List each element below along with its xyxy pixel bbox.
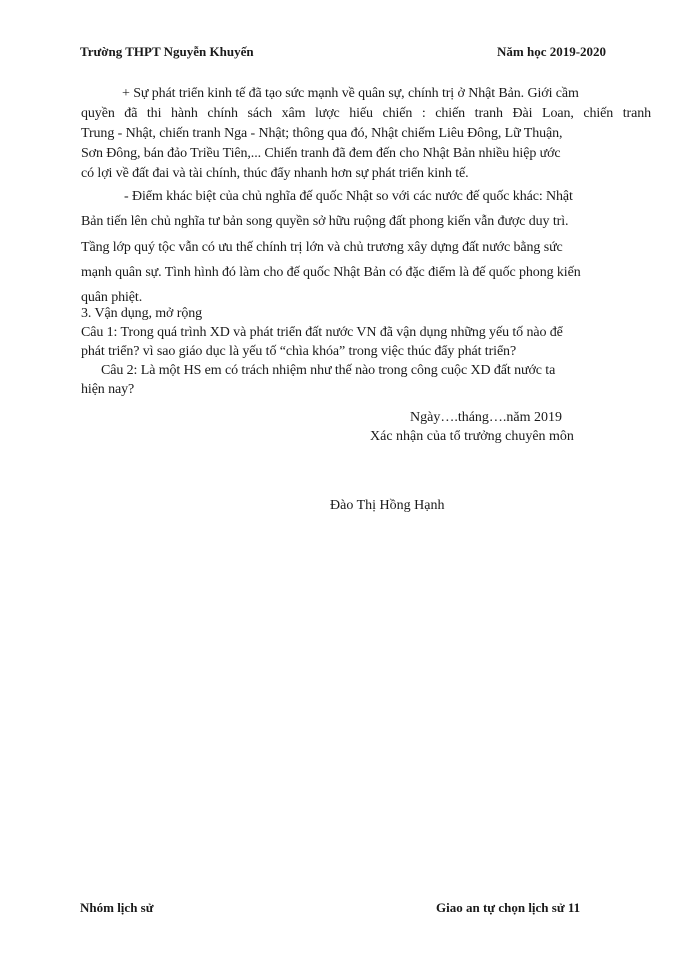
text-line: quân phiệt.: [81, 290, 143, 305]
confirmation-label: Xác nhận của tổ trưởng chuyên môn: [370, 429, 574, 444]
text-line: mạnh quân sự. Tình hình đó làm cho đế quốc Nhật Bản có đặc điểm là đế quốc phong kiến: [81, 265, 581, 280]
text-line: Sơn Đông, bán đảo Triều Tiên,... Chiến tranh đã đem đến cho Nhật Bản nhiều hiệp ước: [81, 146, 561, 161]
section-heading: 3. Vận dụng, mở rộng: [81, 306, 203, 321]
question-2-line: Câu 2: Là một HS em có trách nhiệm như thế nào trong công cuộc XD đất nước ta: [101, 363, 556, 378]
signer-name: Đào Thị Hồng Hạnh: [330, 498, 445, 513]
text-line: + Sự phát triển kinh tế đã tạo sức mạnh về quân sự, chính trị ở Nhật Bản. Giới cầm: [122, 86, 579, 101]
text-line: Bản tiến lên chủ nghĩa tư bản song quyền sở hữu ruộng đất phong kiến vẫn được duy trì.: [81, 214, 569, 229]
question-1-line: Câu 1: Trong quá trình XD và phát triển đất nước VN đã vận dụng những yếu tố nào để: [81, 325, 563, 340]
text-line: Trung - Nhật, chiến tranh Nga - Nhật; thông qua đó, Nhật chiếm Liêu Đông, Lữ Thuận,: [81, 126, 563, 141]
text-line: quyền đã thi hành chính sách xâm lược hiếu chiến : chiến tranh Đài Loan, chiến tranh: [81, 106, 651, 121]
question-1-line: phát triển? vì sao giáo dục là yếu tố “chìa khóa” trong việc thúc đẩy phát triển?: [81, 344, 517, 359]
school-year: Năm học 2019-2020: [497, 44, 607, 59]
footer-group: Nhóm lịch sử: [80, 900, 154, 915]
school-name: Trường THPT Nguyễn Khuyến: [80, 44, 254, 59]
footer-subject: Giao an tự chọn lịch sử 11: [436, 900, 581, 915]
text-line: có lợi về đất đai và tài chính, thúc đẩy nhanh hơn sự phát triển kinh tế.: [81, 166, 469, 181]
date-line: Ngày….tháng….năm 2019: [410, 410, 563, 425]
text-line: Tầng lớp quý tộc vẫn có ưu thế chính trị lớn và chủ trương xây dựng đất nước bằng sức: [81, 240, 563, 255]
text-line: - Điểm khác biệt của chủ nghĩa đế quốc Nhật so với các nước đế quốc khác: Nhật: [124, 189, 573, 204]
question-2-line: hiện nay?: [81, 382, 135, 397]
